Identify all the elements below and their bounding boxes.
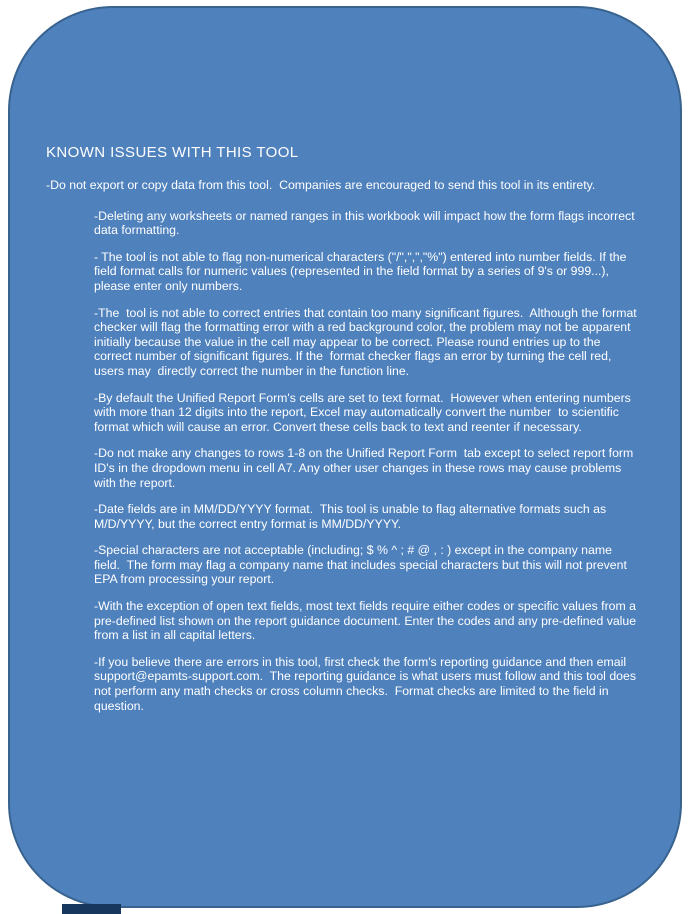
known-issues-panel <box>8 6 682 908</box>
issue-paragraph-date-fields: -Date fields are in MM/DD/YYYY format. This tool is unable to flag alternative formats such as M/D/YYYY, but the correct entry format is MM/DD/YYYY. <box>94 502 610 531</box>
issues-list <box>94 209 640 714</box>
issue-paragraph-predefined-values: -With the exception of open text fields, most text fields require either codes or specific values from a pre-defined list shown on the report guidance document. Enter the codes and any pre-defined value from a list in all capital letters. <box>94 599 640 643</box>
sheet-tab-remnant <box>62 904 121 914</box>
issue-paragraph-special-characters: -Special characters are not acceptable (including; $ % ^ ; # @ , : ) except in the company name field. The form may flag a company name that includes special characters but this will not prevent EPA from processing your report. <box>94 543 631 587</box>
issue-paragraph-significant-figures: -The tool is not able to correct entries that contain too many significant figures. Although the format checker will flag the formatting error with a red background color, the problem may not be apparent initially because the value in the cell may appear to be correct. Please round entries up to the correct number of significant figures. If the format checker flags an error by turning the cell red, users may directly correct the number in the function line. <box>94 305 641 378</box>
issue-paragraph-rows-1-8: -Do not make any changes to rows 1-8 on the Unified Report Form tab except to select report form ID's in the dropdown menu in cell A7. Any other user changes in these rows may cause problems with the report. <box>94 446 637 490</box>
intro-paragraph: -Do not export or copy data from this tool. Companies are encouraged to send this tool in its entirety. <box>46 178 596 192</box>
issue-paragraph-worksheets: -Deleting any worksheets or named ranges in this workbook will impact how the form flags incorrect data formatting. <box>94 208 639 238</box>
page-title: KNOWN ISSUES WITH THIS TOOL <box>46 144 299 161</box>
issue-paragraph-support-contact: -If you believe there are errors in this tool, first check the form's reporting guidance and then email support@epamts-support.com. The reporting guidance is what users must follow and this tool does not perform any math checks or cross column checks. Format checks are limited to the field in question. <box>94 654 640 713</box>
issue-paragraph-non-numerical: - The tool is not able to flag non-numerical characters ("/",",","%") entered into number fields. If the field format calls for numeric values (represented in the field format by a series of 9's or 999...), please enter only numbers. <box>94 249 630 293</box>
issue-paragraph-text-format: -By default the Unified Report Form's cells are set to text format. However when entering numbers with more than 12 digits into the report, Excel may automatically convert the number to scientific format which will cause an error. Convert these cells back to text and reenter if necessary. <box>94 390 635 434</box>
